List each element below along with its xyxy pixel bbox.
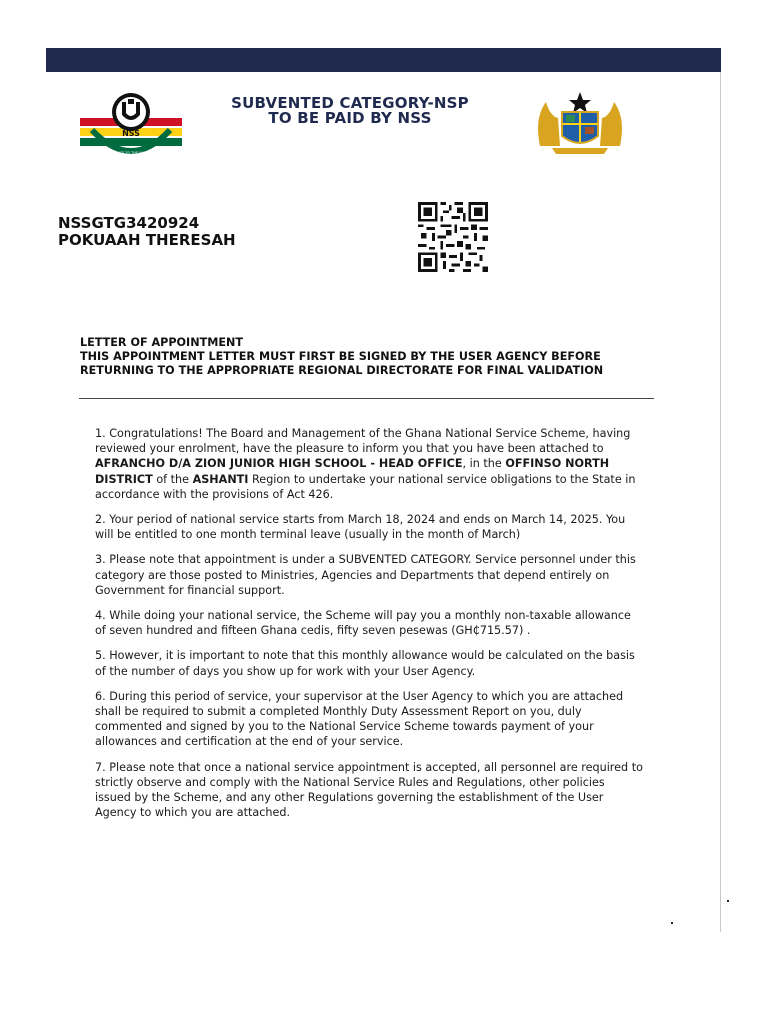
p1-intro: 1. Congratulations! The Board and Management of the Ghana National Service Scheme, having reviewed your enrolment, have the pleasure to inform you that you have been attached to — [95, 427, 631, 456]
letter-body — [95, 426, 643, 830]
letter-heading — [80, 336, 654, 377]
qr-code — [416, 202, 490, 272]
stray-mark — [727, 900, 729, 902]
paragraph-1 — [95, 426, 643, 502]
service-id: NSSGTG3420924 — [58, 214, 200, 232]
p1-connector-1: , in the — [462, 457, 506, 471]
paragraph-4: 4. While doing your national service, the Scheme will pay you a monthly non-taxable allowance of seven hundred and fifteen Ghana cedis, fifty seven pesewas (GH₵715.57) . — [95, 609, 631, 638]
logo-text: NSS — [122, 129, 140, 138]
paragraph-3: 3. Please note that appointment is under a SUBVENTED CATEGORY. Service personnel under this category are those posted to Ministries, Agencies and Departments that depend entirely on Government for financial support. — [95, 553, 636, 597]
p1-closing: Region to undertake your national service obligations to the State in accordance with the provisions of Act 426. — [95, 472, 636, 501]
user-agency-name: AFRANCHO D/A ZION JUNIOR HIGH SCHOOL - HEAD OFFICE — [95, 457, 463, 471]
district-name: OFFINSO NORTH DISTRICT — [95, 457, 610, 486]
title-line-2: TO BE PAID BY NSS — [268, 109, 432, 127]
title-line-1: SUBVENTED CATEGORY-NSP — [231, 94, 469, 112]
nss-logo — [78, 92, 184, 160]
paragraph-2: 2. Your period of national service starts from March 18, 2024 and ends on March 14, 2025. You will be entitled to one month terminal leave (usually in the month of March) — [95, 513, 626, 542]
region-name: ASHANTI — [192, 472, 249, 486]
recipient-identification — [58, 215, 236, 249]
logo-motto: SERVICE TO THE NATION — [110, 151, 152, 155]
paragraph-6: 6. During this period of service, your supervisor at the User Agency to which you are attached shall be required to submit a completed Monthly Duty Assessment Report on you, duly commented and signed by you to the National Service Scheme towards payment of your allowances and certification at the end of your service. — [95, 689, 624, 749]
p1-connector-2: of the — [152, 472, 193, 486]
signing-instruction: THIS APPOINTMENT LETTER MUST FIRST BE SIGNED BY THE USER AGENCY BEFORE RETURNING TO THE APPROPRIATE REGIONAL DIRECTORATE FOR FINAL VALIDATION — [80, 349, 604, 377]
top-banner-bar — [46, 48, 721, 72]
paragraph-5: 5. However, it is important to note that this monthly allowance would be calculated on the basis of the number of days you show up for work with your User Agency. — [95, 649, 635, 678]
stray-mark — [671, 922, 673, 924]
document-category-title — [200, 96, 500, 126]
recipient-name: POKUAAH THERESAH — [58, 231, 236, 249]
page-edge-line — [720, 72, 721, 932]
heading-divider — [79, 398, 654, 399]
coat-of-arms-emblem — [532, 88, 628, 156]
letter-title: LETTER OF APPOINTMENT — [80, 336, 243, 349]
paragraph-7: 7. Please note that once a national service appointment is accepted, all personnel are required to strictly observe and comply with the National Service Rules and Regulations, other policies issued by the Scheme, and any other Regulations governing the establishment of the User Agency to which you are attached. — [95, 760, 643, 820]
